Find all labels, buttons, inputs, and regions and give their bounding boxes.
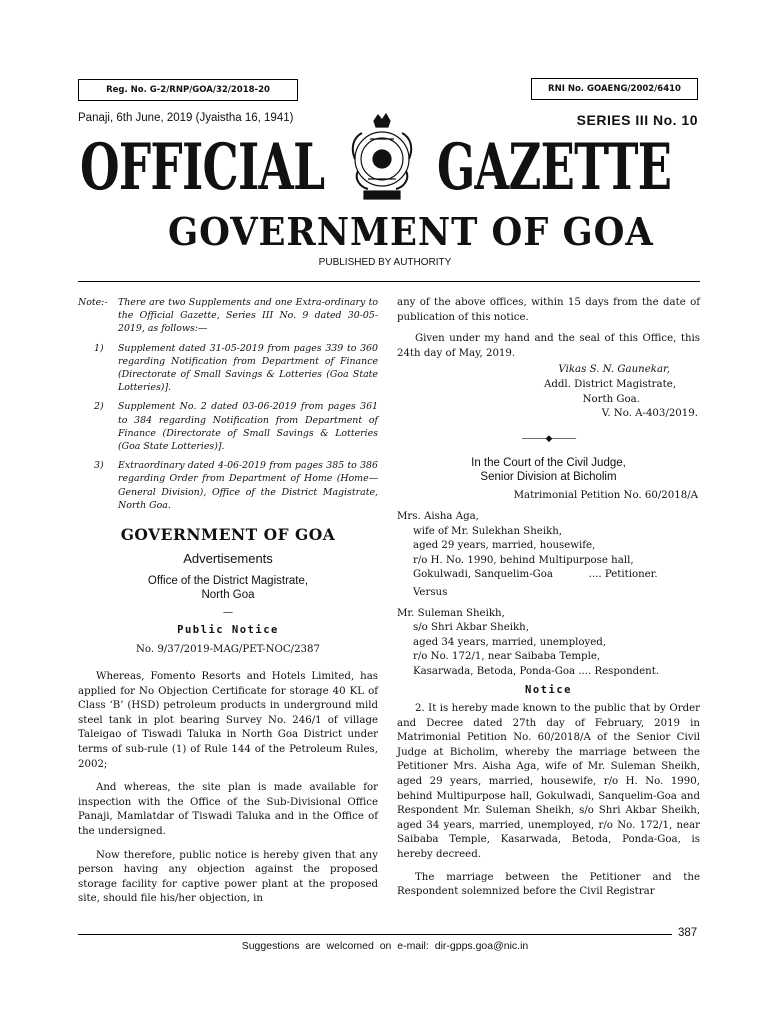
versus: Versus — [413, 586, 448, 598]
separator: ———◆——— — [521, 433, 576, 444]
respondent-line: Kasarwada, Betoda, Ponda-Goa .... Respondent. — [413, 665, 660, 677]
petitioner-line: aged 29 years, married, housewife, — [413, 540, 596, 552]
voucher-reference: V. No. A-403/2019. — [601, 408, 698, 420]
note-item-text: Supplement No. 2 dated 03-06-2019 from pages 361 to 384 regarding Notification from Department of Finance (Directorate of Small Savings & Lotteries (Goa State Lotteries)]. — [118, 401, 378, 453]
respondent-block — [397, 607, 700, 680]
note-label: Note:- — [78, 297, 108, 308]
petitioner-line: wife of Mr. Sulekhan Sheikh, — [413, 525, 563, 537]
petitioner-block — [397, 510, 700, 583]
notice-paragraph-3-continued: any of the above offices, within 15 days from the date of publication of this notice. — [397, 297, 700, 323]
masthead-subtitle: GOVERNMENT OF GOA — [168, 209, 654, 254]
note-item — [78, 459, 378, 512]
bottom-divider — [78, 934, 672, 935]
note-item-number: 1) — [94, 342, 104, 354]
rni-number: RNI No. GOAENG/2002/6410 — [531, 78, 698, 100]
issue-date: Panaji, 6th June, 2019 (Jyaistha 16, 1941) — [78, 112, 294, 124]
office-line-1: Office of the District Magistrate, — [147, 575, 309, 588]
notice-paragraph-3: Now therefore, public notice is hereby given that any person having any objection against the proposed storage facility for captive power plant at the proposed site, should file his/her objection, in — [78, 849, 378, 905]
section-heading: GOVERNMENT OF GOA — [120, 525, 336, 545]
signatory-name: Vikas S. N. Gaunekar, — [558, 364, 670, 376]
series-number: SERIES III No. 10 — [576, 112, 698, 128]
goa-emblem-icon — [340, 111, 424, 203]
footer-email-line: Suggestions are welcomed on e-mail: dir-gpps.goa@nic.in — [241, 940, 529, 952]
respondent-line: s/o Shri Akbar Sheikh, — [413, 622, 529, 634]
court-notice-title: Notice — [525, 684, 572, 697]
notice-paragraph-2: And whereas, the site plan is made available for inspection with the Office of the Sub-Divisional Office Panaji, Mamlatdar of Tiswadi Taluka and in the Office of the undersigned. — [78, 782, 378, 837]
note-text: There are two Supplements and one Extra-ordinary to the Official Gazette, Series III No. 9 dated 30-05-2019, as follows:— — [118, 297, 378, 335]
petitioner-line: Gokulwadi, Sanquelim-Goa .... Petitioner. — [413, 569, 658, 581]
right-column — [397, 296, 700, 900]
petition-number: Matrimonial Petition No. 60/2018/A — [513, 490, 698, 502]
masthead-title-left: OFFICIAL — [80, 130, 325, 205]
note-item-text: Supplement dated 31-05-2019 from pages 339 to 360 regarding Notification from Department of Finance (Directorate of Small Savings & Lotteries (Goa State Lotteries)]. — [118, 342, 378, 394]
page-number: 387 — [678, 927, 698, 939]
office-line-2: North Goa — [201, 589, 255, 602]
section-subheading: Advertisements — [183, 550, 273, 566]
note-item-number: 2) — [94, 401, 104, 413]
registration-number: Reg. No. G-2/RNP/GOA/32/2018-20 — [78, 79, 298, 101]
court-notice-paragraph-2: 2. It is hereby made known to the public that by Order and Decree dated 27th day of February, 2019 in Matrimonial Petition No. 60/2018/A of the Senior Civil Judge at Bicholim, whereby the marriage between the Petitioner Mrs. Aisha Aga, wife of Mr. Suleman Sheikh, aged 29 years, married, housewife, r/o H. No. 1990, behind Multipurpose hall, Gokulwadi, Sanquelim-Goa and Respondent Mr. Suleman Sheikh, s/o Shri Akbar Sheikh, aged 34 years, married, unemployed, r/o No. 172/1, near Saibaba Temple, Kasarwada, Betoda, Ponda-Goa, is hereby decreed. — [397, 703, 700, 860]
respondent-line: r/o No. 172/1, near Saibaba Temple, — [413, 651, 601, 663]
given-under-hand: Given under my hand and the seal of this Office, this 24th day of May, 2019. — [397, 333, 700, 359]
section-dash: — — [222, 607, 234, 619]
note-item-text: Extraordinary dated 4-06-2019 from pages 385 to 386 regarding Order from Department of Home (Home—General Division), Office of the District Magistrate, North Goa. — [118, 460, 378, 511]
note-intro — [78, 296, 378, 336]
published-by-authority: PUBLISHED BY AUTHORITY — [318, 257, 452, 268]
left-column — [78, 296, 378, 907]
note-item — [78, 400, 378, 453]
public-notice-title: Public Notice — [177, 623, 279, 636]
court-line-2: Senior Division at Bicholim — [480, 471, 617, 484]
masthead-title-right: GAZETTE — [437, 130, 672, 205]
court-notice-paragraph-3: The marriage between the Petitioner and the Respondent solemnized before the Civil Registrar — [397, 871, 700, 898]
petitioner-line: r/o H. No. 1990, behind Multipurpose hall, — [413, 554, 634, 566]
top-divider — [78, 281, 700, 282]
notice-number: No. 9/37/2019-MAG/PET-NOC/2387 — [135, 644, 320, 656]
respondent-line: Mr. Suleman Sheikh, — [397, 607, 505, 619]
court-line-1: In the Court of the Civil Judge, — [471, 457, 626, 470]
note-item — [78, 342, 378, 395]
respondent-line: aged 34 years, married, unemployed, — [413, 636, 607, 648]
petitioner-line: Mrs. Aisha Aga, — [397, 510, 479, 522]
signatory-designation: Addl. District Magistrate, — [544, 378, 676, 390]
note-item-number: 3) — [94, 460, 104, 472]
signatory-place: North Goa. — [582, 393, 640, 405]
notice-paragraph-1: Whereas, Fomento Resorts and Hotels Limited, has applied for No Objection Certificate for storage 40 KL of Class ‘B’ (HSD) petroleum products in underground mild steel tank in plot bearing Survey No. 246/1 of village Taleigao of Tiswadi Taluka in North Goa District under terms of sub-rule (1) of Rule 144 of the Petroleum Rules, 2002; — [78, 671, 378, 770]
